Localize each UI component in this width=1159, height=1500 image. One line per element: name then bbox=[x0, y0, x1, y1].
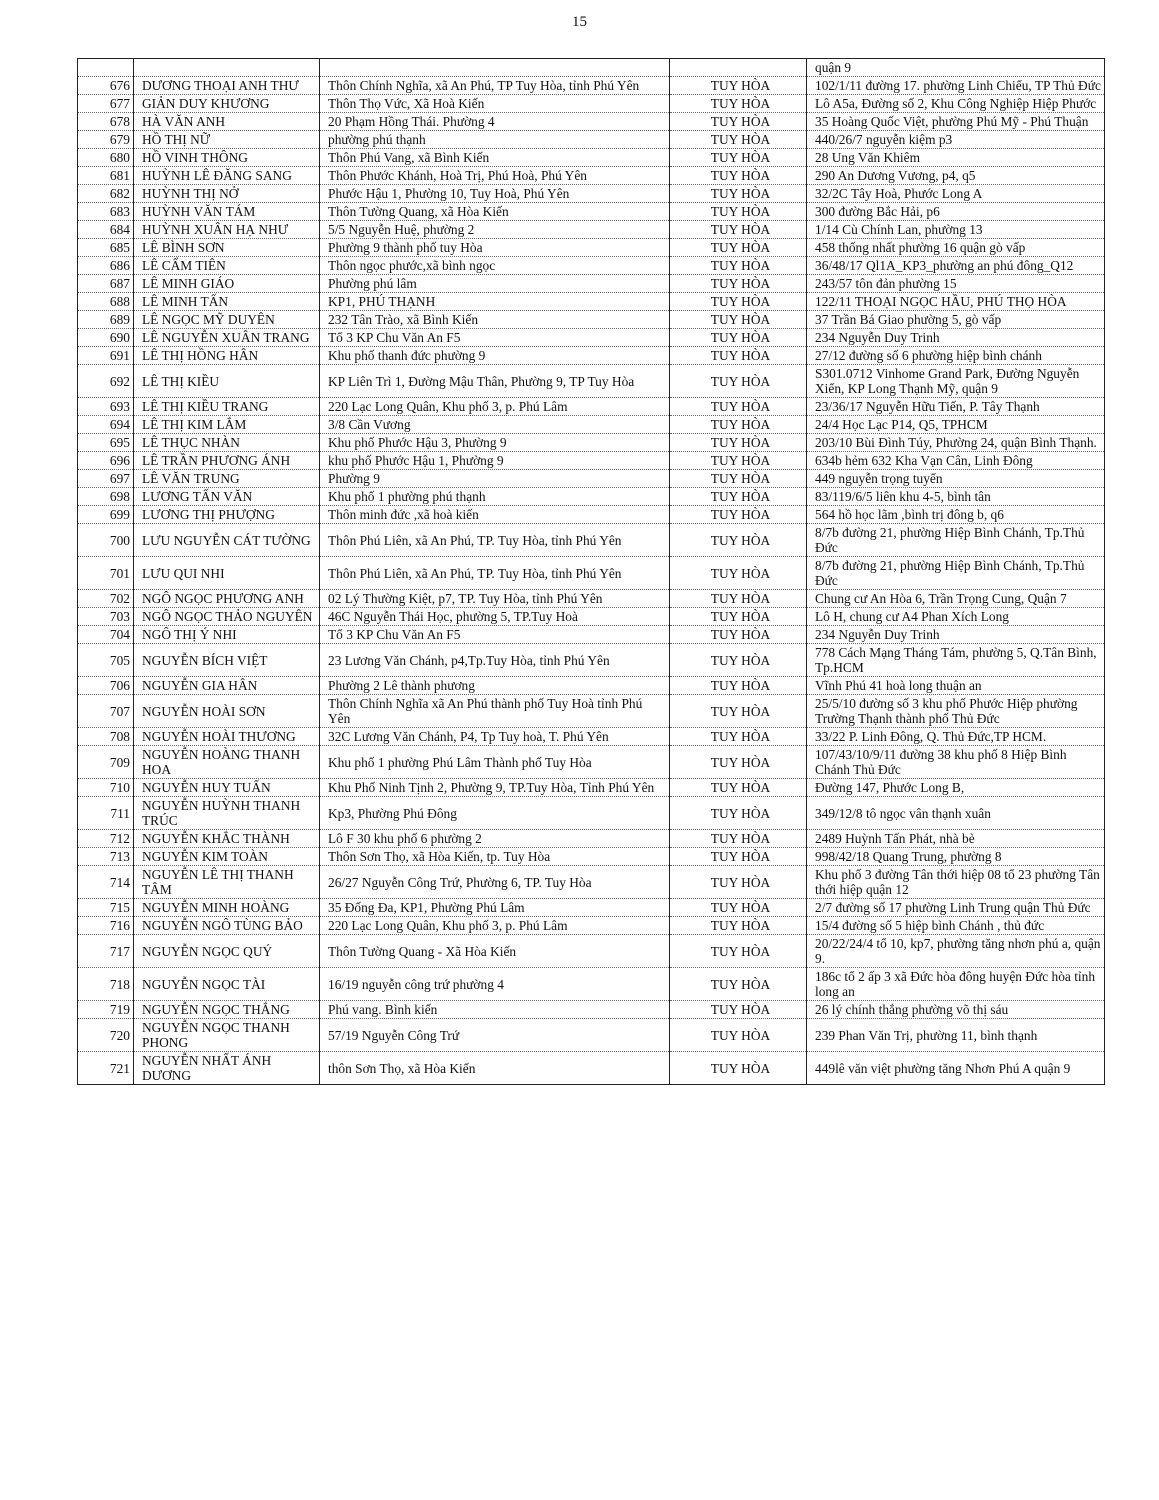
current-address-cell: 234 Nguyễn Duy Trinh bbox=[807, 329, 1105, 347]
full-name-cell: NGUYỄN BÍCH VIỆT bbox=[134, 644, 320, 677]
full-name-cell: NGÔ NGỌC PHƯƠNG ANH bbox=[134, 590, 320, 608]
row-number-cell: 694 bbox=[78, 416, 134, 434]
row-number-cell: 714 bbox=[78, 866, 134, 899]
full-name-cell: LƯU QUI NHI bbox=[134, 557, 320, 590]
table-row bbox=[78, 275, 1105, 293]
hometown-cell: TUY HÒA bbox=[670, 797, 807, 830]
row-number-cell: 685 bbox=[78, 239, 134, 257]
current-address-cell: 102/1/11 đường 17. phường Linh Chiểu, TP Thủ Đức bbox=[807, 77, 1105, 95]
full-name-cell: LÊ VĂN TRUNG bbox=[134, 470, 320, 488]
home-address-cell: 23 Lương Văn Chánh, p4,Tp.Tuy Hòa, tỉnh Phú Yên bbox=[320, 644, 670, 677]
full-name-cell: NGÔ NGỌC THẢO NGUYÊN bbox=[134, 608, 320, 626]
home-address-cell: Phường 2 Lê thành phương bbox=[320, 677, 670, 695]
row-number-cell: 677 bbox=[78, 95, 134, 113]
home-address-cell: 16/19 nguyễn công trứ phường 4 bbox=[320, 968, 670, 1001]
current-address-cell: 107/43/10/9/11 đường 38 khu phố 8 Hiệp Bình Chánh Thủ Đức bbox=[807, 746, 1105, 779]
home-address-cell: Thôn Chính Nghĩa xã An Phú thành phố Tuy Hoà tỉnh Phú Yên bbox=[320, 695, 670, 728]
current-address-cell: 36/48/17 Ql1A_KP3_phường an phú đông_Q12 bbox=[807, 257, 1105, 275]
table-row bbox=[78, 848, 1105, 866]
full-name-cell: NGÔ THỊ Ý NHI bbox=[134, 626, 320, 644]
table-row bbox=[78, 452, 1105, 470]
hometown-cell: TUY HÒA bbox=[670, 311, 807, 329]
hometown-cell: TUY HÒA bbox=[670, 347, 807, 365]
hometown-cell: TUY HÒA bbox=[670, 728, 807, 746]
full-name-cell: HUỲNH XUÂN HẠ NHƯ bbox=[134, 221, 320, 239]
current-address-cell: 349/12/8 tô ngọc vân thạnh xuân bbox=[807, 797, 1105, 830]
table-row bbox=[78, 329, 1105, 347]
row-number-cell: 676 bbox=[78, 77, 134, 95]
home-address-cell: phường phú thạnh bbox=[320, 131, 670, 149]
row-number-cell: 690 bbox=[78, 329, 134, 347]
current-address-cell: 1/14 Cù Chính Lan, phường 13 bbox=[807, 221, 1105, 239]
row-number-cell: 707 bbox=[78, 695, 134, 728]
table-row bbox=[78, 677, 1105, 695]
hometown-cell: TUY HÒA bbox=[670, 848, 807, 866]
full-name-cell: NGUYỄN HOÀI SƠN bbox=[134, 695, 320, 728]
table-row bbox=[78, 1019, 1105, 1052]
current-address-cell: 28 Ung Văn Khiêm bbox=[807, 149, 1105, 167]
row-number-cell: 705 bbox=[78, 644, 134, 677]
home-address-cell: 220 Lạc Long Quân, Khu phố 3, p. Phú Lâm bbox=[320, 398, 670, 416]
table-row bbox=[78, 185, 1105, 203]
hometown-cell: TUY HÒA bbox=[670, 365, 807, 398]
current-address-cell: 449lê văn việt phường tăng Nhơn Phú A quận 9 bbox=[807, 1052, 1105, 1085]
home-address-cell: Thôn Tường Quang, xã Hòa Kiến bbox=[320, 203, 670, 221]
row-number-cell: 680 bbox=[78, 149, 134, 167]
current-address-cell: 564 hồ học lãm ,bình trị đông b, q6 bbox=[807, 506, 1105, 524]
row-number-cell: 716 bbox=[78, 917, 134, 935]
table-row bbox=[78, 131, 1105, 149]
table-row bbox=[78, 257, 1105, 275]
full-name-cell: LÊ CẨM TIÊN bbox=[134, 257, 320, 275]
row-number-cell: 699 bbox=[78, 506, 134, 524]
hometown-cell: TUY HÒA bbox=[670, 899, 807, 917]
row-number-cell: 704 bbox=[78, 626, 134, 644]
hometown-cell: TUY HÒA bbox=[670, 968, 807, 1001]
page-number: 15 bbox=[572, 14, 587, 30]
table-row bbox=[78, 293, 1105, 311]
row-number-cell: 689 bbox=[78, 311, 134, 329]
full-name-cell: LÊ THỤC NHÀN bbox=[134, 434, 320, 452]
row-number-cell: 709 bbox=[78, 746, 134, 779]
full-name-cell: LƯƠNG THỊ PHƯỢNG bbox=[134, 506, 320, 524]
table-row bbox=[78, 113, 1105, 131]
home-address-cell: Phường phú lâm bbox=[320, 275, 670, 293]
full-name-cell: NGUYỄN GIA HÂN bbox=[134, 677, 320, 695]
row-number-cell: 721 bbox=[78, 1052, 134, 1085]
hometown-cell: TUY HÒA bbox=[670, 203, 807, 221]
full-name-cell: LÊ THỊ KIM LẮM bbox=[134, 416, 320, 434]
home-address-cell: Kp3, Phường Phú Đông bbox=[320, 797, 670, 830]
hometown-cell: TUY HÒA bbox=[670, 626, 807, 644]
home-address-cell: Thôn Sơn Thọ, xã Hòa Kiến, tp. Tuy Hòa bbox=[320, 848, 670, 866]
table-row bbox=[78, 311, 1105, 329]
home-address-cell: Thôn Phú Vang, xã Bình Kiến bbox=[320, 149, 670, 167]
home-address-cell: Tổ 3 KP Chu Văn An F5 bbox=[320, 329, 670, 347]
table-row bbox=[78, 203, 1105, 221]
table-row bbox=[78, 779, 1105, 797]
full-name-cell: LÊ THỊ HỒNG HÂN bbox=[134, 347, 320, 365]
full-name-cell: NGUYỄN NGỌC QUÝ bbox=[134, 935, 320, 968]
hometown-cell: TUY HÒA bbox=[670, 329, 807, 347]
current-address-cell: S301.0712 Vinhome Grand Park, Đường Nguyễn Xiển, KP Long Thạnh Mỹ, quận 9 bbox=[807, 365, 1105, 398]
row-number-cell: 712 bbox=[78, 830, 134, 848]
current-address-cell: Đường 147, Phước Long B, bbox=[807, 779, 1105, 797]
home-address-cell: Thôn Phú Liên, xã An Phú, TP. Tuy Hòa, tỉnh Phú Yên bbox=[320, 524, 670, 557]
full-name-cell: LƯU NGUYỄN CÁT TƯỜNG bbox=[134, 524, 320, 557]
table-row bbox=[78, 239, 1105, 257]
row-number-cell: 679 bbox=[78, 131, 134, 149]
home-address-cell: 220 Lạc Long Quân, Khu phố 3, p. Phú Lâm bbox=[320, 917, 670, 935]
home-address-cell: Phường 9 bbox=[320, 470, 670, 488]
hometown-cell: TUY HÒA bbox=[670, 779, 807, 797]
full-name-cell: HUỲNH THỊ NỞ bbox=[134, 185, 320, 203]
hometown-cell: TUY HÒA bbox=[670, 185, 807, 203]
row-number-cell: 681 bbox=[78, 167, 134, 185]
full-name-cell: NGUYỄN LÊ THỊ THANH TÂM bbox=[134, 866, 320, 899]
full-name-cell: HÀ VĂN ANH bbox=[134, 113, 320, 131]
row-number-cell: 702 bbox=[78, 590, 134, 608]
current-address-cell: 300 đường Bắc Hải, p6 bbox=[807, 203, 1105, 221]
row-number-cell: 691 bbox=[78, 347, 134, 365]
full-name-cell: LÊ NGỌC MỸ DUYÊN bbox=[134, 311, 320, 329]
row-number-cell: 678 bbox=[78, 113, 134, 131]
home-address-cell: Thôn Tường Quang - Xã Hòa Kiến bbox=[320, 935, 670, 968]
hometown-cell: TUY HÒA bbox=[670, 830, 807, 848]
home-address-cell: 5/5 Nguyễn Huệ, phường 2 bbox=[320, 221, 670, 239]
current-address-cell: 290 An Dương Vương, p4, q5 bbox=[807, 167, 1105, 185]
full-name-cell: LÊ THỊ KIỀU TRANG bbox=[134, 398, 320, 416]
home-address-cell: Phường 9 thành phố tuy Hòa bbox=[320, 239, 670, 257]
row-number-cell bbox=[78, 59, 134, 77]
current-address-cell: 24/4 Học Lạc P14, Q5, TPHCM bbox=[807, 416, 1105, 434]
full-name-cell: LÊ THỊ KIỀU bbox=[134, 365, 320, 398]
full-name-cell: NGUYỄN HUY TUẤN bbox=[134, 779, 320, 797]
hometown-cell bbox=[670, 59, 807, 77]
table-row bbox=[78, 1001, 1105, 1019]
current-address-cell: 35 Hoàng Quốc Việt, phường Phú Mỹ - Phú Thuận bbox=[807, 113, 1105, 131]
row-number-cell: 713 bbox=[78, 848, 134, 866]
home-address-cell: Tổ 3 KP Chu Văn An F5 bbox=[320, 626, 670, 644]
full-name-cell: HUỲNH VĂN TÁM bbox=[134, 203, 320, 221]
full-name-cell bbox=[134, 59, 320, 77]
full-name-cell: NGUYỄN NGỌC THẮNG bbox=[134, 1001, 320, 1019]
home-address-cell: Phú vang. Bình kiến bbox=[320, 1001, 670, 1019]
home-address-cell: khu phố Phước Hậu 1, Phường 9 bbox=[320, 452, 670, 470]
table-row bbox=[78, 746, 1105, 779]
hometown-cell: TUY HÒA bbox=[670, 149, 807, 167]
hometown-cell: TUY HÒA bbox=[670, 557, 807, 590]
hometown-cell: TUY HÒA bbox=[670, 590, 807, 608]
table-row bbox=[78, 830, 1105, 848]
row-number-cell: 706 bbox=[78, 677, 134, 695]
row-number-cell: 695 bbox=[78, 434, 134, 452]
table-row bbox=[78, 626, 1105, 644]
hometown-cell: TUY HÒA bbox=[670, 434, 807, 452]
home-address-cell: 3/8 Cần Vương bbox=[320, 416, 670, 434]
hometown-cell: TUY HÒA bbox=[670, 644, 807, 677]
full-name-cell: NGUYỄN NGÔ TÙNG BẢO bbox=[134, 917, 320, 935]
hometown-cell: TUY HÒA bbox=[670, 131, 807, 149]
row-number-cell: 687 bbox=[78, 275, 134, 293]
full-name-cell: GIẢN DUY KHƯƠNG bbox=[134, 95, 320, 113]
current-address-cell: 2489 Huỳnh Tấn Phát, nhà bè bbox=[807, 830, 1105, 848]
home-address-cell: KP Liên Trì 1, Đường Mậu Thân, Phường 9, TP Tuy Hòa bbox=[320, 365, 670, 398]
current-address-cell: 440/26/7 nguyễn kiệm p3 bbox=[807, 131, 1105, 149]
current-address-cell: Khu phố 3 đường Tân thới hiệp 08 tổ 23 phường Tân thới hiệp quận 12 bbox=[807, 866, 1105, 899]
home-address-cell: Khu phố Phước Hậu 3, Phường 9 bbox=[320, 434, 670, 452]
hometown-cell: TUY HÒA bbox=[670, 1052, 807, 1085]
hometown-cell: TUY HÒA bbox=[670, 221, 807, 239]
hometown-cell: TUY HÒA bbox=[670, 416, 807, 434]
table-row bbox=[78, 398, 1105, 416]
row-number-cell: 688 bbox=[78, 293, 134, 311]
row-number-cell: 693 bbox=[78, 398, 134, 416]
current-address-cell: 20/22/24/4 tổ 10, kp7, phường tăng nhơn phú a, quận 9. bbox=[807, 935, 1105, 968]
current-address-cell: 458 thống nhất phường 16 quận gò vấp bbox=[807, 239, 1105, 257]
current-address-cell: 23/36/17 Nguyễn Hữu Tiến, P. Tây Thạnh bbox=[807, 398, 1105, 416]
table-row bbox=[78, 917, 1105, 935]
home-address-cell: Thôn minh đức ,xã hoà kiến bbox=[320, 506, 670, 524]
home-address-cell: 232 Tân Trào, xã Bình Kiến bbox=[320, 311, 670, 329]
full-name-cell: NGUYỄN HOÀNG THANH HOA bbox=[134, 746, 320, 779]
full-name-cell: NGUYỄN NHẤT ÁNH DƯƠNG bbox=[134, 1052, 320, 1085]
current-address-cell: Lô H, chung cư A4 Phan Xích Long bbox=[807, 608, 1105, 626]
current-address-cell: 26 lý chính thắng phường võ thị sáu bbox=[807, 1001, 1105, 1019]
table-row bbox=[78, 644, 1105, 677]
home-address-cell: Phước Hậu 1, Phường 10, Tuy Hoà, Phú Yên bbox=[320, 185, 670, 203]
hometown-cell: TUY HÒA bbox=[670, 866, 807, 899]
table-row bbox=[78, 590, 1105, 608]
table-row bbox=[78, 866, 1105, 899]
full-name-cell: DƯƠNG THOẠI ANH THƯ bbox=[134, 77, 320, 95]
hometown-cell: TUY HÒA bbox=[670, 77, 807, 95]
row-number-cell: 718 bbox=[78, 968, 134, 1001]
full-name-cell: NGUYỄN HUỲNH THANH TRÚC bbox=[134, 797, 320, 830]
table-row bbox=[78, 506, 1105, 524]
home-address-cell: Lô F 30 khu phố 6 phường 2 bbox=[320, 830, 670, 848]
hometown-cell: TUY HÒA bbox=[670, 1001, 807, 1019]
full-name-cell: LÊ BÌNH SƠN bbox=[134, 239, 320, 257]
registration-table bbox=[77, 58, 1105, 1085]
current-address-cell: 449 nguyễn trọng tuyển bbox=[807, 470, 1105, 488]
full-name-cell: NGUYỄN NGỌC TÀI bbox=[134, 968, 320, 1001]
full-name-cell: NGUYỄN KHẮC THÀNH bbox=[134, 830, 320, 848]
home-address-cell: Thôn Phú Liên, xã An Phú, TP. Tuy Hòa, tỉnh Phú Yên bbox=[320, 557, 670, 590]
current-address-cell: Vĩnh Phú 41 hoà long thuận an bbox=[807, 677, 1105, 695]
row-number-cell: 717 bbox=[78, 935, 134, 968]
table-row bbox=[78, 1052, 1105, 1085]
current-address-cell: 239 Phan Văn Trị, phường 11, bình thạnh bbox=[807, 1019, 1105, 1052]
current-address-cell: 203/10 Bùi Đình Túy, Phường 24, quận Bình Thạnh. bbox=[807, 434, 1105, 452]
home-address-cell: 20 Phạm Hồng Thái. Phường 4 bbox=[320, 113, 670, 131]
current-address-cell: 186c tổ 2 ấp 3 xã Đức hòa đông huyện Đức hòa tỉnh long an bbox=[807, 968, 1105, 1001]
hometown-cell: TUY HÒA bbox=[670, 608, 807, 626]
home-address-cell: Khu phố thanh đức phường 9 bbox=[320, 347, 670, 365]
home-address-cell: 35 Đống Đa, KP1, Phường Phú Lâm bbox=[320, 899, 670, 917]
hometown-cell: TUY HÒA bbox=[670, 677, 807, 695]
table-row bbox=[78, 221, 1105, 239]
table-row bbox=[78, 149, 1105, 167]
row-number-cell: 711 bbox=[78, 797, 134, 830]
table-row bbox=[78, 434, 1105, 452]
home-address-cell: KP1, PHÚ THẠNH bbox=[320, 293, 670, 311]
row-number-cell: 696 bbox=[78, 452, 134, 470]
row-number-cell: 697 bbox=[78, 470, 134, 488]
home-address-cell: 02 Lý Thường Kiệt, p7, TP. Tuy Hòa, tỉnh Phú Yên bbox=[320, 590, 670, 608]
home-address-cell: thôn Sơn Thọ, xã Hòa Kiến bbox=[320, 1052, 670, 1085]
row-number-cell: 698 bbox=[78, 488, 134, 506]
hometown-cell: TUY HÒA bbox=[670, 167, 807, 185]
current-address-cell: 234 Nguyễn Duy Trinh bbox=[807, 626, 1105, 644]
row-number-cell: 686 bbox=[78, 257, 134, 275]
home-address-cell: 32C Lương Văn Chánh, P4, Tp Tuy hoà, T. Phú Yên bbox=[320, 728, 670, 746]
current-address-cell: quận 9 bbox=[807, 59, 1105, 77]
table-row bbox=[78, 728, 1105, 746]
table-row bbox=[78, 935, 1105, 968]
hometown-cell: TUY HÒA bbox=[670, 275, 807, 293]
row-number-cell: 715 bbox=[78, 899, 134, 917]
full-name-cell: HỒ THỊ NỮ bbox=[134, 131, 320, 149]
full-name-cell: HỒ VINH THÔNG bbox=[134, 149, 320, 167]
hometown-cell: TUY HÒA bbox=[670, 1019, 807, 1052]
row-number-cell: 700 bbox=[78, 524, 134, 557]
full-name-cell: LÊ MINH GIÁO bbox=[134, 275, 320, 293]
home-address-cell: Khu phố 1 phường Phú Lâm Thành phố Tuy Hòa bbox=[320, 746, 670, 779]
home-address-cell: Thôn Chính Nghĩa, xã An Phú, TP Tuy Hòa, tỉnh Phú Yên bbox=[320, 77, 670, 95]
current-address-cell: 243/57 tôn đản phường 15 bbox=[807, 275, 1105, 293]
hometown-cell: TUY HÒA bbox=[670, 452, 807, 470]
home-address-cell: 26/27 Nguyễn Công Trứ, Phường 6, TP. Tuy Hòa bbox=[320, 866, 670, 899]
current-address-cell: 37 Trần Bá Giao phường 5, gò vấp bbox=[807, 311, 1105, 329]
current-address-cell: 15/4 đường số 5 hiệp bình Chánh , thủ đức bbox=[807, 917, 1105, 935]
table-row bbox=[78, 488, 1105, 506]
row-number-cell: 692 bbox=[78, 365, 134, 398]
row-number-cell: 710 bbox=[78, 779, 134, 797]
home-address-cell: Khu phố 1 phường phú thạnh bbox=[320, 488, 670, 506]
table-row bbox=[78, 797, 1105, 830]
full-name-cell: LÊ NGUYỄN XUÂN TRANG bbox=[134, 329, 320, 347]
current-address-cell: 33/22 P. Linh Đông, Q. Thủ Đức,TP HCM. bbox=[807, 728, 1105, 746]
current-address-cell: 998/42/18 Quang Trung, phường 8 bbox=[807, 848, 1105, 866]
hometown-cell: TUY HÒA bbox=[670, 470, 807, 488]
home-address-cell: 46C Nguyễn Thái Học, phường 5, TP.Tuy Hoà bbox=[320, 608, 670, 626]
hometown-cell: TUY HÒA bbox=[670, 695, 807, 728]
full-name-cell: NGUYỄN HOÀI THƯƠNG bbox=[134, 728, 320, 746]
current-address-cell: 8/7b đường 21, phường Hiệp Bình Chánh, Tp.Thủ Đức bbox=[807, 557, 1105, 590]
table-row bbox=[78, 77, 1105, 95]
current-address-cell: Lô A5a, Đường số 2, Khu Công Nghiệp Hiệp Phước bbox=[807, 95, 1105, 113]
row-number-cell: 703 bbox=[78, 608, 134, 626]
home-address-cell: Khu Phố Ninh Tịnh 2, Phường 9, TP.Tuy Hòa, Tỉnh Phú Yên bbox=[320, 779, 670, 797]
table-row bbox=[78, 365, 1105, 398]
hometown-cell: TUY HÒA bbox=[670, 746, 807, 779]
table-row bbox=[78, 347, 1105, 365]
home-address-cell bbox=[320, 59, 670, 77]
row-number-cell: 708 bbox=[78, 728, 134, 746]
hometown-cell: TUY HÒA bbox=[670, 935, 807, 968]
current-address-cell: 8/7b đường 21, phường Hiệp Bình Chánh, Tp.Thủ Đức bbox=[807, 524, 1105, 557]
full-name-cell: NGUYỄN NGỌC THANH PHONG bbox=[134, 1019, 320, 1052]
table-row bbox=[78, 608, 1105, 626]
hometown-cell: TUY HÒA bbox=[670, 506, 807, 524]
hometown-cell: TUY HÒA bbox=[670, 524, 807, 557]
full-name-cell: NGUYỄN KIM TOÀN bbox=[134, 848, 320, 866]
table-row bbox=[78, 59, 1105, 77]
row-number-cell: 684 bbox=[78, 221, 134, 239]
full-name-cell: HUỲNH LÊ ĐĂNG SANG bbox=[134, 167, 320, 185]
current-address-cell: 27/12 đường số 6 phường hiệp bình chánh bbox=[807, 347, 1105, 365]
row-number-cell: 682 bbox=[78, 185, 134, 203]
hometown-cell: TUY HÒA bbox=[670, 398, 807, 416]
home-address-cell: Thôn Phước Khánh, Hoà Trị, Phú Hoà, Phú Yên bbox=[320, 167, 670, 185]
current-address-cell: 32/2C Tây Hoà, Phước Long A bbox=[807, 185, 1105, 203]
hometown-cell: TUY HÒA bbox=[670, 113, 807, 131]
table-row bbox=[78, 557, 1105, 590]
table-body bbox=[78, 59, 1105, 1085]
table-row bbox=[78, 470, 1105, 488]
table-row bbox=[78, 416, 1105, 434]
row-number-cell: 720 bbox=[78, 1019, 134, 1052]
current-address-cell: 83/119/6/5 liên khu 4-5, bình tân bbox=[807, 488, 1105, 506]
full-name-cell: NGUYỄN MINH HOÀNG bbox=[134, 899, 320, 917]
table-row bbox=[78, 695, 1105, 728]
current-address-cell: Chung cư An Hòa 6, Trần Trọng Cung, Quận 7 bbox=[807, 590, 1105, 608]
current-address-cell: 25/5/10 đường số 3 khu phố Phước Hiệp phường Trường Thạnh thành phố Thủ Đức bbox=[807, 695, 1105, 728]
row-number-cell: 701 bbox=[78, 557, 134, 590]
full-name-cell: LƯƠNG TẤN VĂN bbox=[134, 488, 320, 506]
full-name-cell: LÊ TRẦN PHƯƠNG ÁNH bbox=[134, 452, 320, 470]
row-number-cell: 683 bbox=[78, 203, 134, 221]
table-row bbox=[78, 968, 1105, 1001]
table-row bbox=[78, 899, 1105, 917]
hometown-cell: TUY HÒA bbox=[670, 257, 807, 275]
home-address-cell: Thôn ngọc phước,xã bình ngọc bbox=[320, 257, 670, 275]
hometown-cell: TUY HÒA bbox=[670, 239, 807, 257]
hometown-cell: TUY HÒA bbox=[670, 917, 807, 935]
current-address-cell: 122/11 THOẠI NGỌC HẦU, PHÚ THỌ HÒA bbox=[807, 293, 1105, 311]
hometown-cell: TUY HÒA bbox=[670, 95, 807, 113]
row-number-cell: 719 bbox=[78, 1001, 134, 1019]
table-row bbox=[78, 95, 1105, 113]
hometown-cell: TUY HÒA bbox=[670, 488, 807, 506]
current-address-cell: 778 Cách Mạng Tháng Tám, phường 5, Q.Tân Bình, Tp.HCM bbox=[807, 644, 1105, 677]
home-address-cell: Thôn Thọ Vức, Xã Hoà Kiến bbox=[320, 95, 670, 113]
current-address-cell: 634b hẻm 632 Kha Vạn Cân, Linh Đông bbox=[807, 452, 1105, 470]
full-name-cell: LÊ MINH TẤN bbox=[134, 293, 320, 311]
current-address-cell: 2/7 đường số 17 phường Linh Trung quận Thủ Đức bbox=[807, 899, 1105, 917]
table-row bbox=[78, 167, 1105, 185]
hometown-cell: TUY HÒA bbox=[670, 293, 807, 311]
home-address-cell: 57/19 Nguyễn Công Trứ bbox=[320, 1019, 670, 1052]
table-row bbox=[78, 524, 1105, 557]
